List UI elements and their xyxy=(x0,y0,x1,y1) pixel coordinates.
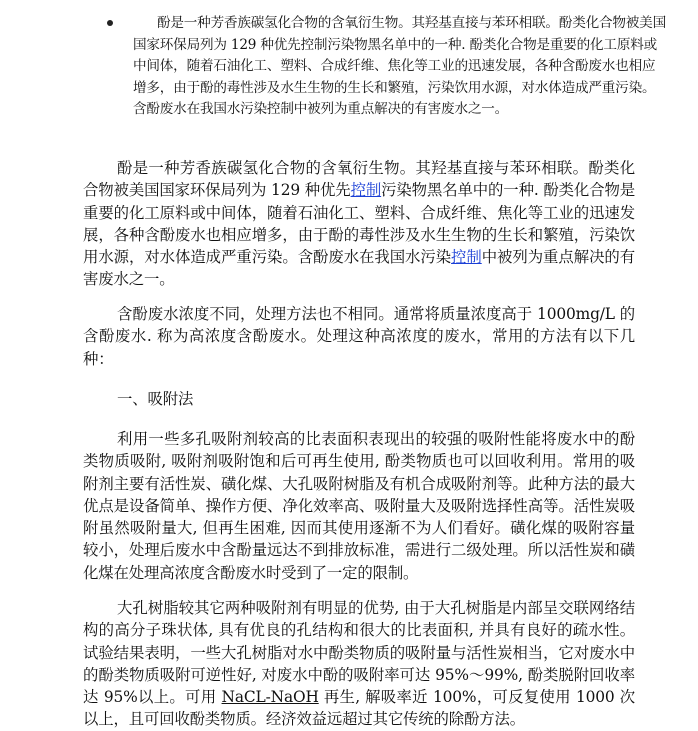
nacl-naoh-term: NaCL-NaOH xyxy=(221,688,319,707)
bullet-item xyxy=(107,13,667,121)
p1-text-3: 中被列为重点解决的有害废水之一。 xyxy=(83,248,635,289)
p1-text-2: 污染物黑名单中的一种. 酚类化合物是重要的化工原料或中间体，随着石油化工、塑料、合成纤维、焦化等工业的迅速发展，各种含酚废水也相应增多，由于酚的毒性涉及水生生物的生长和繁殖，污染饮用水源，对水体造成严重污染。含酚废水在我国水污染 xyxy=(83,181,635,267)
section-heading-adsorption: 一、吸附法 xyxy=(117,390,194,408)
bullet-dot-icon xyxy=(107,20,113,26)
control-link-1[interactable]: 控制 xyxy=(350,181,382,200)
p4-text-1: 大孔树脂较其它两种吸附剂有明显的优势, 由于大孔树脂是内部呈交联网络结构的高分子珠状体, 具有优良的孔结构和很大的比表面积, 并具有良好的疏水性。试验结果表明，一些大孔树脂对水中酚类物质的吸附量与活性炭相当，它对废水中的酚类物质吸附可逆性好, 对废水中酚的吸附率可达 95%～99%, 酚类脱附回收率达 95%以上。可用 xyxy=(83,599,635,707)
paragraph-phenol-intro xyxy=(83,157,635,291)
p1-text-1: 酚是一种芳香族碳氢化合物的含氧衍生物。其羟基直接与苯环相联。酚类化合物被美国国家环保局列为 129 种优先 xyxy=(83,159,635,200)
paragraph-macroporous-resin xyxy=(83,597,635,731)
paragraph-concentration: 含酚废水浓度不同，处理方法也不相同。通常将质量浓度高于 1000mg/L 的含酚废水. 称为高浓度含酚废水。处理这种高浓度的废水，常用的方法有以下几种： xyxy=(83,305,635,368)
control-link-2[interactable]: 控制 xyxy=(451,248,482,267)
bullet-text: 酚是一种芳香族碳氢化合物的含氧衍生物。其羟基直接与苯环相联。酚类化合物被美国国家环保局列为 129 种优先控制污染物黑名单中的一种. 酚类化合物是重要的化工原料或中间体，随着石油化工、塑料、合成纤维、焦化等工业的迅速发展，各种含酚废水也相应增多，由于酚的毒性涉及水生生物的生长和繁殖，污染饮用水源，对水体造成严重污染。含酚废水在我国水污染控制中被列为重点解决的有害废水之一。 xyxy=(133,15,666,118)
paragraph-adsorption: 利用一些多孔吸附剂较高的比表面积表现出的较强的吸附性能将废水中的酚类物质吸附, 吸附剂吸附饱和后可再生使用, 酚类物质也可以回收利用。常用的吸附剂主要有活性炭、磺化煤、大孔吸附树脂及有机合成吸附剂等。此种方法的最大优点是设备简单、操作方便、净化效率高、吸附量大及吸附选择性高等。活性炭吸附虽然吸附量大, 但再生困难, 因而其使用逐渐不为人们看好。磺化煤的吸附容量较小，处理后废水中含酚量远达不到排放标准，需进行二级处理。所以活性炭和磺化煤在处理高浓度含酚废水时受到了一定的限制。 xyxy=(83,430,635,582)
p4-text-2: 再生, 解吸率近 100%，可反复使用 1000 次以上，且可回收酚类物质。经济效益远超过其它传统的除酚方法。 xyxy=(83,688,635,729)
